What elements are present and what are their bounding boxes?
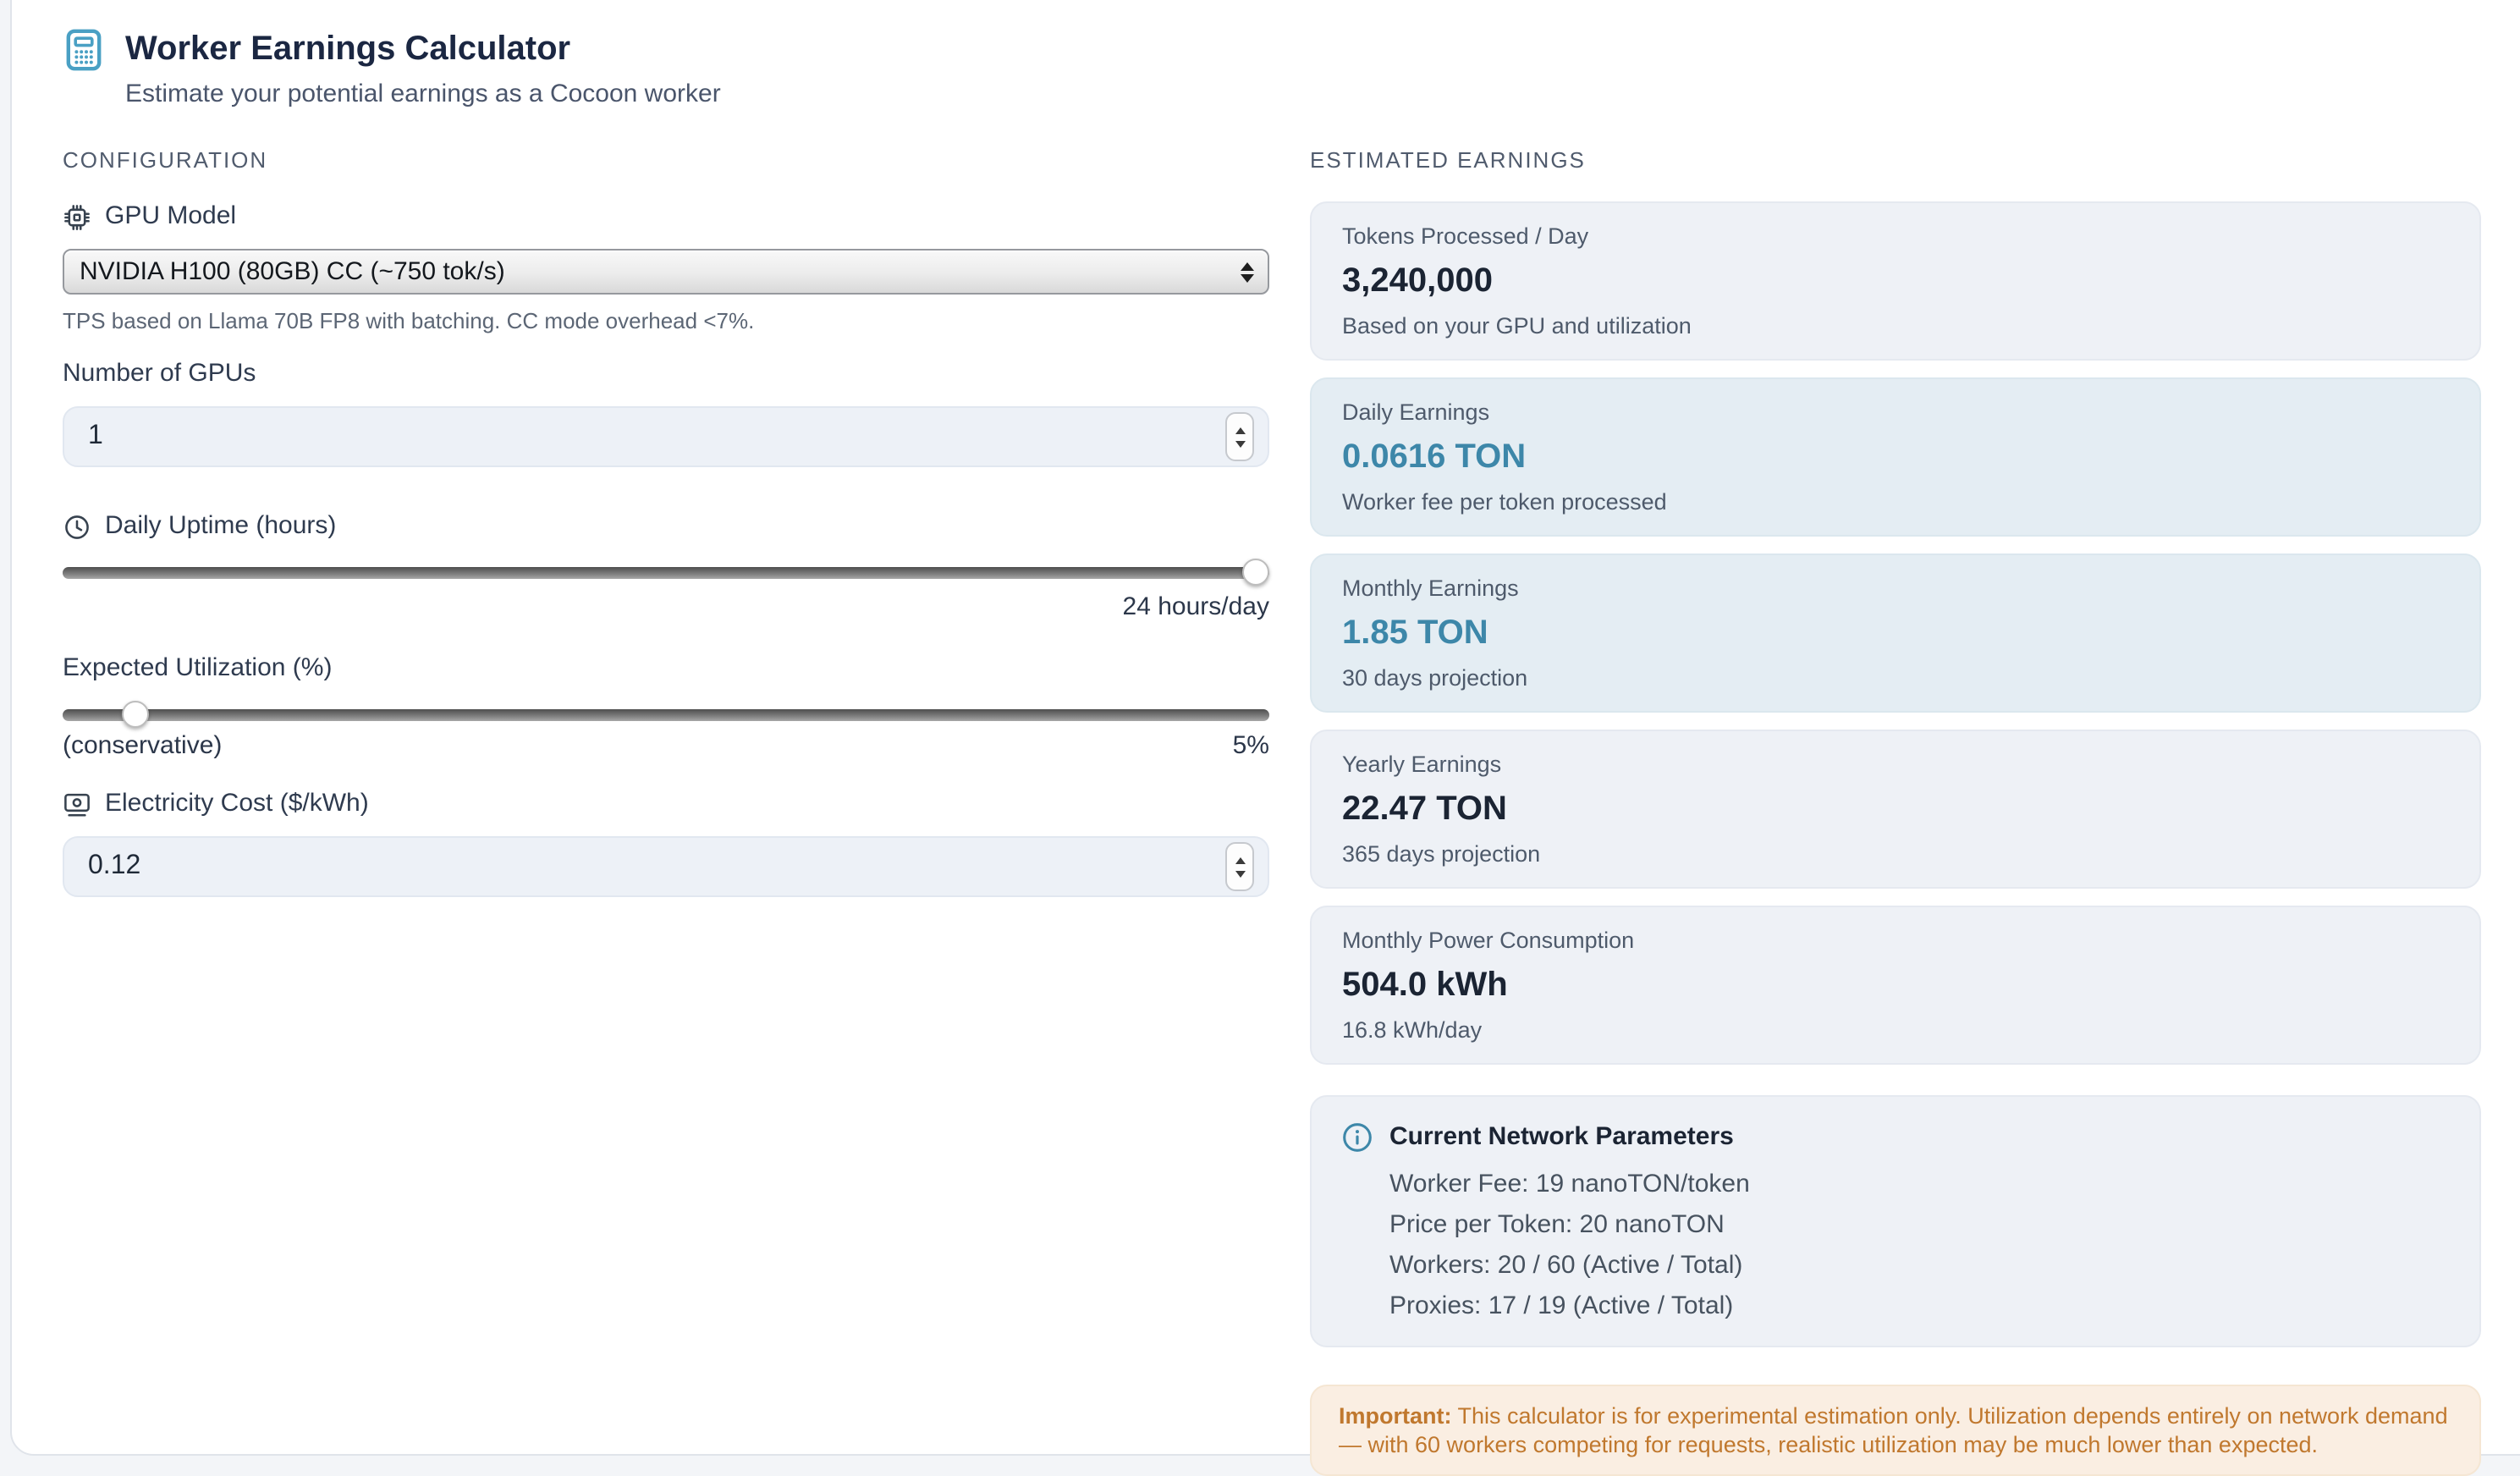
network-proxies: Proxies: 17 / 19 (Active / Total) bbox=[1389, 1292, 1734, 1320]
network-parameters-card bbox=[1310, 1095, 2481, 1347]
gpu-chip-icon bbox=[63, 202, 91, 231]
warning-text: This calculator is for experimental estimation only. Utilization depends entirely on network demand — with 60 workers competing for requests, realistic utilization may be much lower than expected. bbox=[1339, 1403, 2448, 1457]
utilization-value: 5% bbox=[1232, 731, 1269, 760]
utilization-slider[interactable] bbox=[63, 701, 1269, 728]
electricity-cost-stepper[interactable] bbox=[1225, 842, 1254, 891]
card-tokens-per-day: Tokens Processed / Day 3,240,000 Based on your GPU and utilization bbox=[1310, 201, 2481, 361]
spin-up-icon[interactable] bbox=[1235, 856, 1245, 863]
page-title: Worker Earnings Calculator bbox=[125, 30, 571, 68]
spin-down-icon[interactable] bbox=[1235, 870, 1245, 877]
network-worker-fee: Worker Fee: 19 nanoTON/token bbox=[1389, 1170, 1750, 1198]
spin-up-icon[interactable] bbox=[1235, 427, 1245, 433]
important-warning bbox=[1310, 1385, 2481, 1476]
money-icon bbox=[63, 790, 91, 818]
num-gpus-stepper[interactable] bbox=[1225, 412, 1254, 461]
network-parameters-title: Current Network Parameters bbox=[1389, 1122, 1734, 1151]
network-workers: Workers: 20 / 60 (Active / Total) bbox=[1389, 1251, 1743, 1280]
tokens-per-day-value: 3,240,000 bbox=[1342, 262, 1493, 300]
estimated-earnings-heading: ESTIMATED EARNINGS bbox=[1310, 147, 1586, 173]
page-subtitle: Estimate your potential earnings as a Cocoon worker bbox=[125, 80, 721, 108]
uptime-value: 24 hours/day bbox=[1122, 592, 1269, 621]
info-icon bbox=[1342, 1122, 1373, 1153]
spin-down-icon[interactable] bbox=[1235, 440, 1245, 447]
network-price-per-token: Price per Token: 20 nanoTON bbox=[1389, 1210, 1725, 1239]
gpu-model-select[interactable] bbox=[63, 249, 1269, 295]
daily-earnings-value: 0.0616 TON bbox=[1342, 438, 1527, 476]
electricity-label: Electricity Cost ($/kWh) bbox=[63, 789, 1269, 819]
configuration-section bbox=[63, 147, 1269, 941]
yearly-earnings-value: 22.47 TON bbox=[1342, 790, 1507, 828]
utilization-label: Expected Utilization (%) bbox=[63, 653, 333, 682]
header bbox=[66, 29, 2481, 110]
card-monthly-power: Monthly Power Consumption 504.0 kWh 16.8 kWh/day bbox=[1310, 906, 2481, 1065]
estimated-earnings-section bbox=[1310, 147, 2481, 1476]
monthly-earnings-value: 1.85 TON bbox=[1342, 614, 1488, 652]
uptime-label: Daily Uptime (hours) bbox=[63, 511, 1269, 542]
uptime-slider[interactable] bbox=[63, 559, 1269, 586]
utilization-note: (conservative) bbox=[63, 731, 223, 760]
card-daily-earnings: Daily Earnings 0.0616 TON Worker fee per token processed bbox=[1310, 377, 2481, 537]
calculator-icon bbox=[66, 29, 102, 80]
num-gpus-label: Number of GPUs bbox=[63, 359, 256, 388]
monthly-power-value: 504.0 kWh bbox=[1342, 967, 1508, 1004]
warning-prefix: Important: bbox=[1339, 1403, 1452, 1429]
electricity-cost-input[interactable] bbox=[63, 836, 1269, 897]
card-yearly-earnings: Yearly Earnings 22.47 TON 365 days projection bbox=[1310, 730, 2481, 889]
gpu-model-helper-text: TPS based on Llama 70B FP8 with batching. CC mode overhead <7%. bbox=[63, 308, 755, 333]
num-gpus-input[interactable] bbox=[63, 406, 1269, 467]
clock-icon bbox=[63, 512, 91, 541]
card-monthly-earnings: Monthly Earnings 1.85 TON 30 days projection bbox=[1310, 554, 2481, 713]
gpu-model-label: GPU Model bbox=[63, 201, 1269, 232]
configuration-heading: CONFIGURATION bbox=[63, 147, 268, 173]
